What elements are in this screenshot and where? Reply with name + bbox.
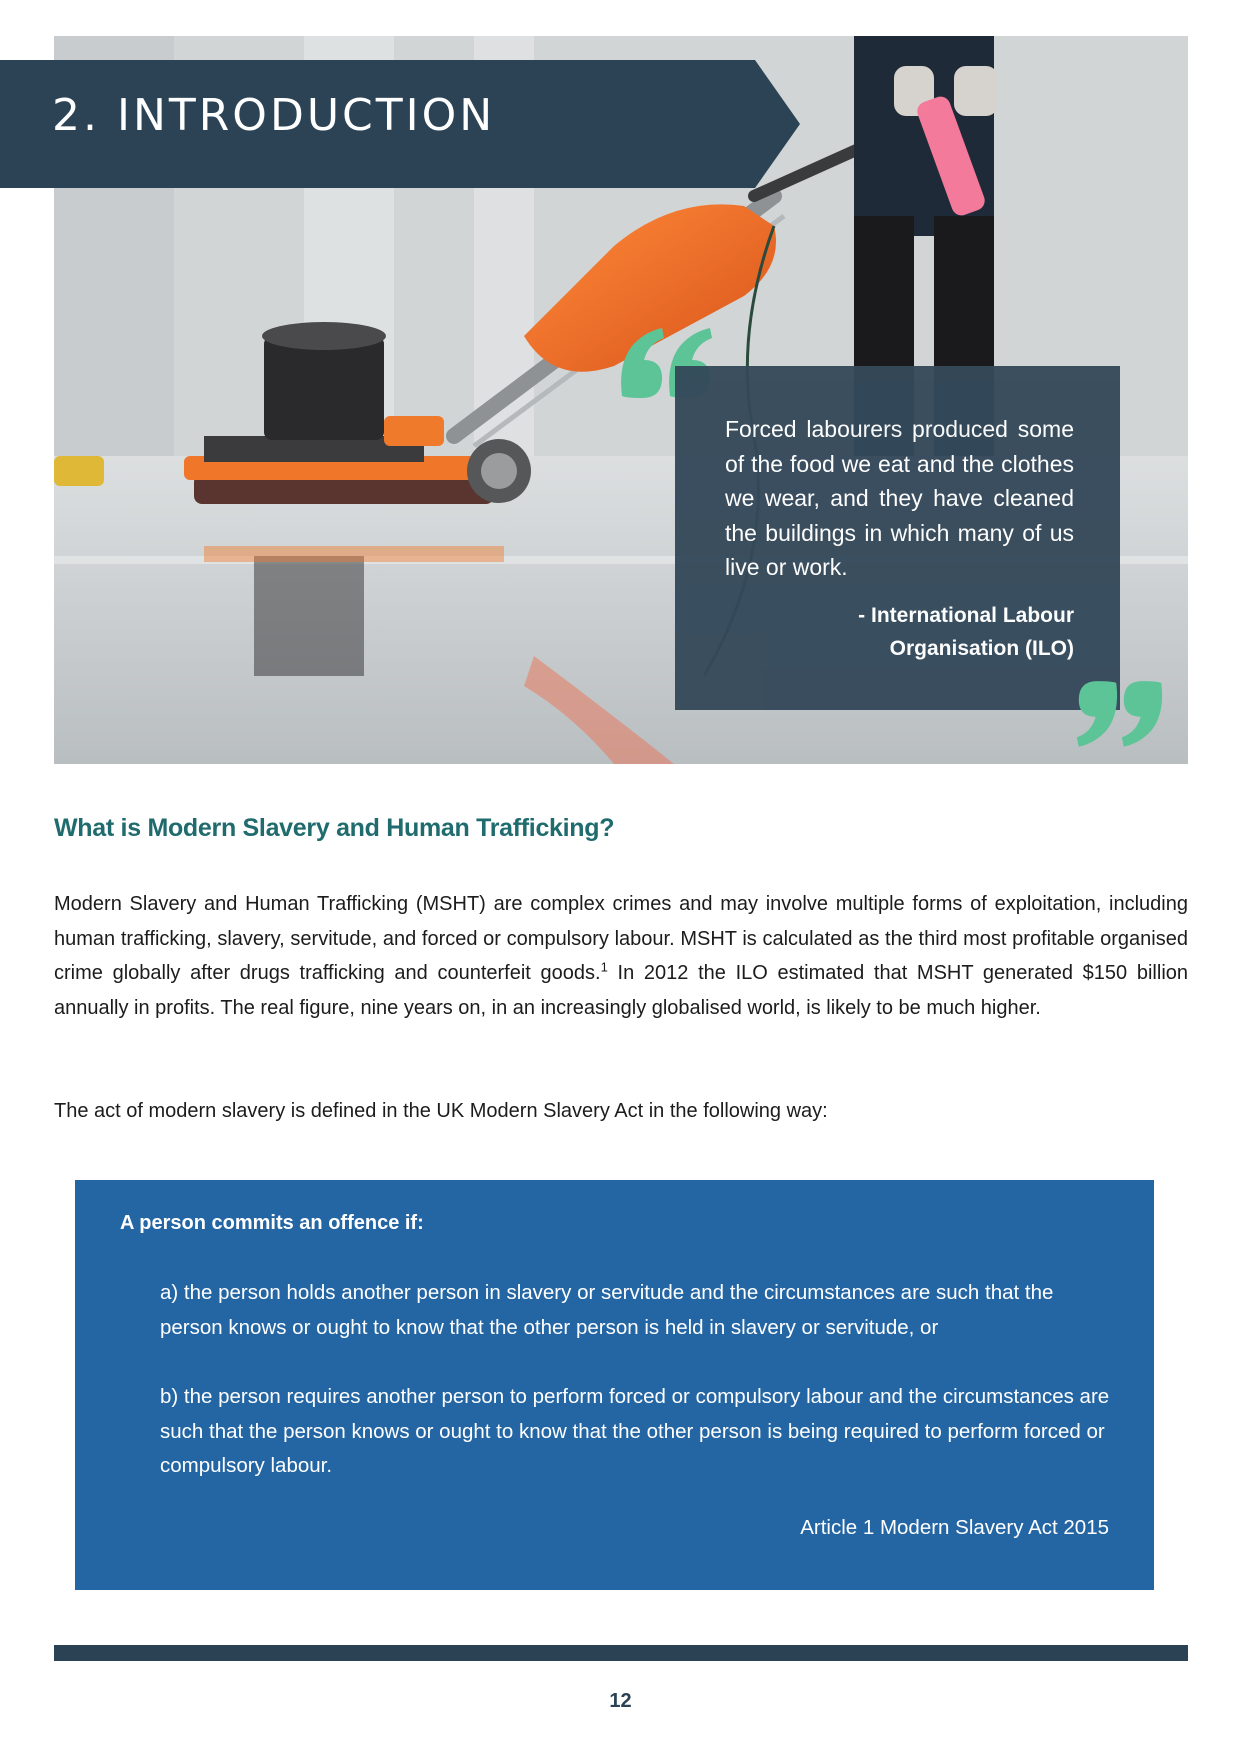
- quote-box: [675, 366, 1120, 710]
- intro-paragraph: [54, 887, 1188, 1025]
- definition-source: Article 1 Modern Slavery Act 2015: [800, 1516, 1109, 1539]
- section-heading: What is Modern Slavery and Human Trafficking?: [54, 814, 615, 842]
- footnote-marker[interactable]: 1: [600, 959, 608, 975]
- intro-paragraph-part-1: Modern Slavery and Human Trafficking (MSHT) are complex crimes and may involve multiple forms of exploitation, including human trafficking, slavery, servitude, and forced or compulsory labour. MSHT is calculated as the third most profitable organised crime globally after drugs trafficking and counterfeit goods.: [54, 893, 1188, 984]
- close-quote-icon: [1075, 675, 1165, 756]
- definition-intro: A person commits an offence if:: [120, 1212, 424, 1234]
- title-banner: [0, 60, 800, 188]
- quote-text: Forced labourers produced some of the food we eat and the clothes we wear, and they have cleaned the buildings in which many of us live or work.: [725, 416, 1074, 580]
- footer-rule: [54, 1645, 1188, 1661]
- intro-paragraph-part-2: In 2012 the ILO estimated that MSHT generated $150 billion annually in profits. The real figure, nine years on, in an increasingly globalised world, is likely to be much higher.: [54, 962, 1189, 1019]
- quote-source: - International Labour Organisation (ILO): [858, 603, 1074, 660]
- definition-lead-paragraph: The act of modern slavery is defined in the UK Modern Slavery Act in the following way:: [54, 1100, 828, 1122]
- page-title: 2. INTRODUCTION: [52, 90, 496, 141]
- page-number: 12: [609, 1690, 632, 1712]
- definition-box: [75, 1180, 1154, 1590]
- definition-clause-a: a) the person holds another person in slavery or servitude and the circumstances are such that the person knows or ought to know that the other person is held in slavery or servitude, or: [160, 1281, 1054, 1339]
- definition-clause-b: b) the person requires another person to perform forced or compulsory labour and the circumstances are such that the person knows or ought to know that the other person is being required to perform forced or compulsory labour.: [160, 1385, 1110, 1477]
